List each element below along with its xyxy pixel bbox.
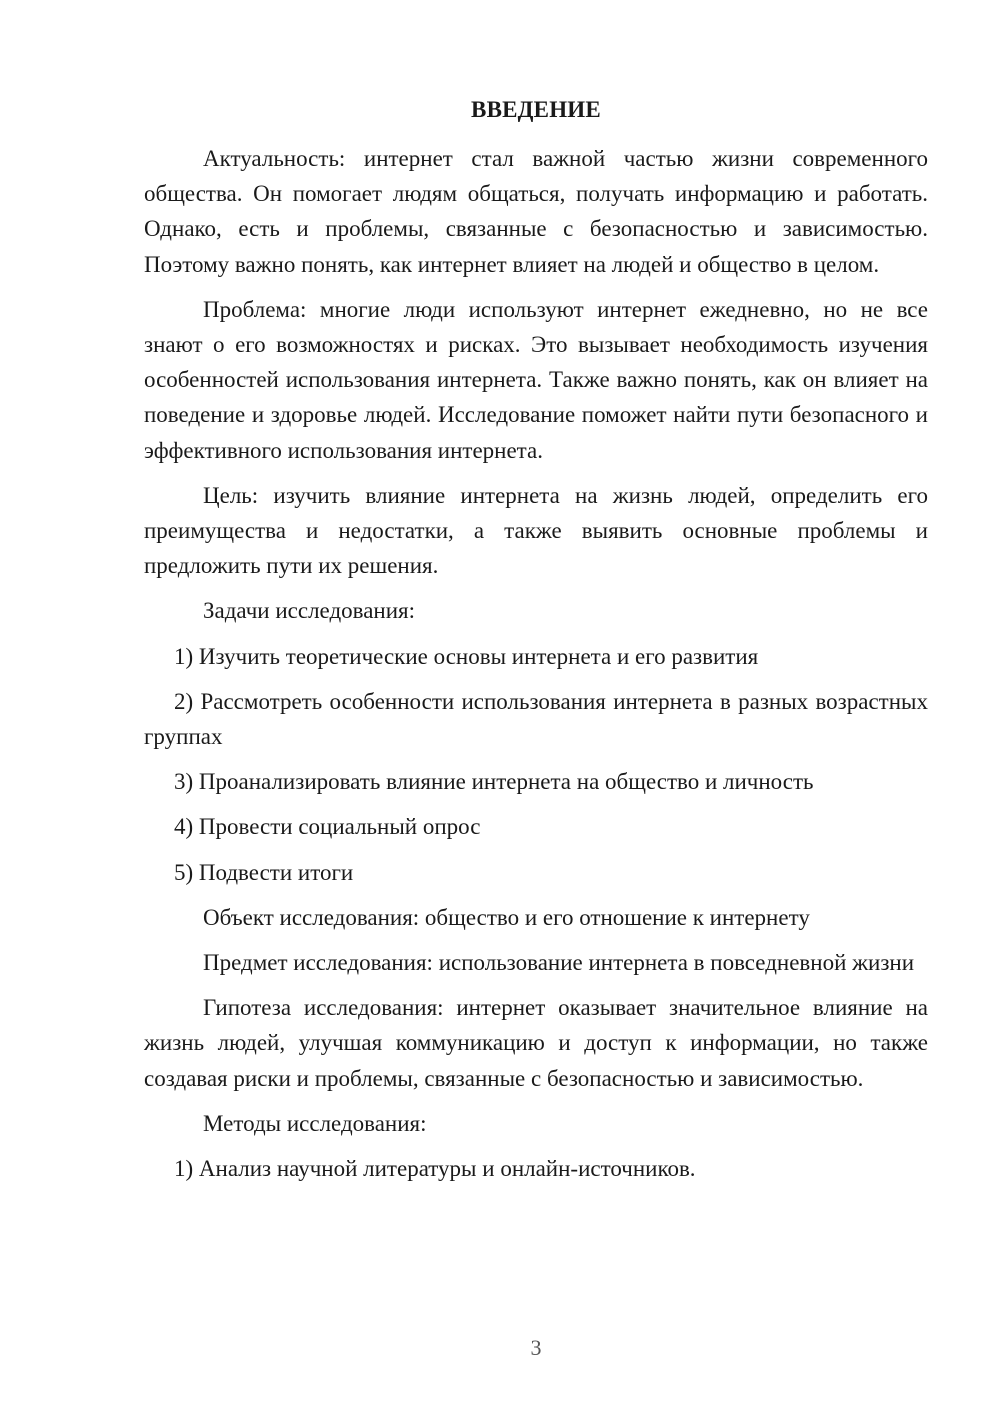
paragraph-methods-heading: Методы исследования: — [203, 1110, 427, 1136]
list-item-method-1: 1) Анализ научной литературы и онлайн-источников. — [174, 1156, 696, 1182]
paragraph-problem: Проблема: многие люди используют интернет ежедневно, но не все знают о его возможностях и рисках. Это вызывает необходимость изучения особенностей использования интернета. Также важно понять, как он влияет на поведение и здоровье людей. Исследование поможет найти пути безопасного и эффективного использования интернета. — [144, 296, 928, 463]
page-number: 3 — [530, 1335, 542, 1360]
list-item-task-5: 5) Подвести итоги — [174, 859, 354, 885]
document-page — [144, 0, 928, 1414]
list-item-task-4: 4) Провести социальный опрос — [174, 814, 481, 840]
list-item-task-1: 1) Изучить теоретические основы интернета и его развития — [174, 643, 759, 669]
paragraph-relevance: Актуальность: интернет стал важной частью жизни современного общества. Он помогает людям общаться, получать информацию и работать. Однако, есть и проблемы, связанные с безопасностью и зависимостью. Поэтому важно понять, как интернет влияет на людей и общество в целом. — [144, 146, 928, 277]
paragraph-goal: Цель: изучить влияние интернета на жизнь людей, определить его преимущества и недостатки, а также выявить основные проблемы и предложить пути их решения. — [144, 482, 928, 579]
paragraph-object: Объект исследования: общество и его отношение к интернету — [203, 904, 810, 930]
document-body — [144, 141, 928, 1196]
paragraph-tasks-heading: Задачи исследования: — [203, 598, 416, 624]
page-title: ВВЕДЕНИЕ — [471, 97, 601, 122]
paragraph-subject: Предмет исследования: использование интернета в повседневной жизни — [203, 950, 915, 976]
list-item-task-2: 2) Рассмотреть особенности использования интернета в разных возрастных группах — [144, 688, 928, 750]
paragraph-hypothesis: Гипотеза исследования: интернет оказывает значительное влияние на жизнь людей, улучшая коммуникацию и доступ к информации, но также создавая риски и проблемы, связанные с безопасностью и зависимостью. — [144, 995, 928, 1091]
list-item-task-3: 3) Проанализировать влияние интернета на общество и личность — [174, 769, 814, 795]
